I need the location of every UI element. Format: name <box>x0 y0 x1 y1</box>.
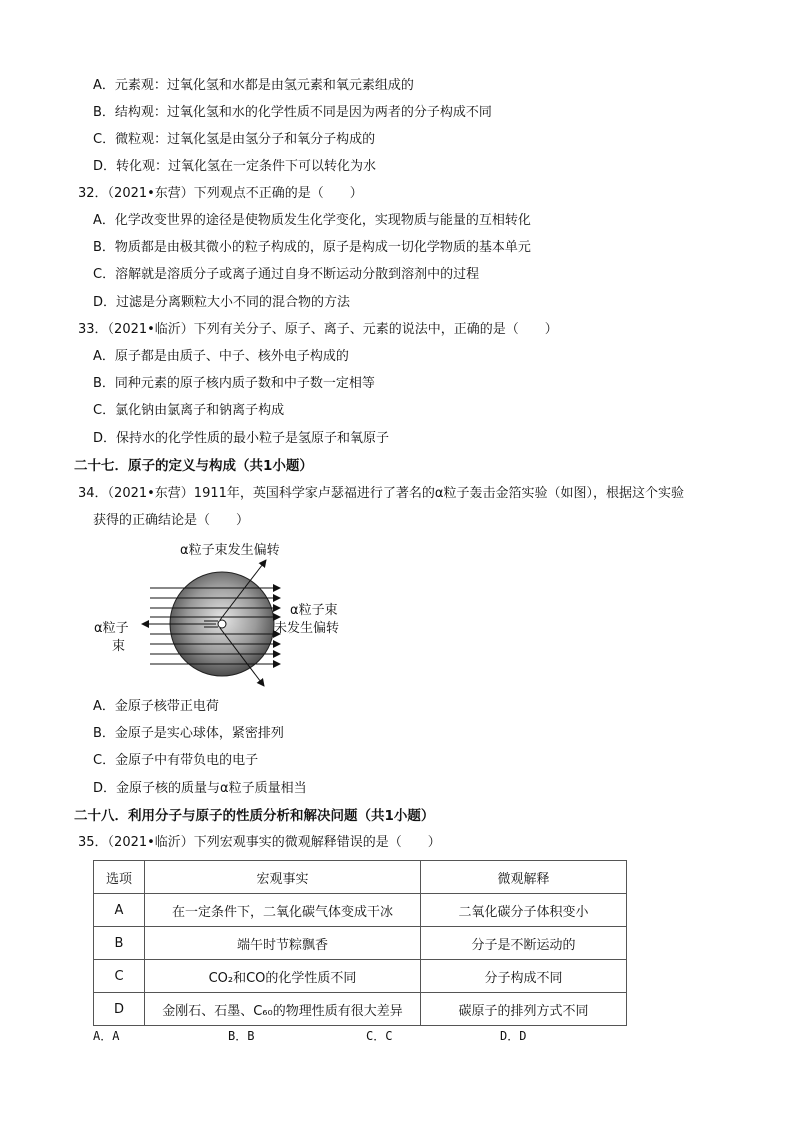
q31-option-a: A．元素观：过氧化氢和水都是由氢元素和氧元素组成的 <box>93 78 414 93</box>
q34-option-c: C．金原子中有带负电的电子 <box>93 753 259 768</box>
q33-stem: 33．（2021•临沂）下列有关分子、原子、离子、元素的说法中，正确的是（ ） <box>78 322 558 337</box>
q32-stem: 32．（2021•东营）下列观点不正确的是（ ） <box>78 186 363 201</box>
q32-option-a: A．化学改变世界的途径是使物质发生化学变化，实现物质与能量的互相转化 <box>93 213 531 228</box>
q31-option-c: C．微粒观：过氧化氢是由氢分子和氧分子构成的 <box>93 132 376 147</box>
table-cell: D <box>94 993 145 1026</box>
nucleus <box>218 620 226 628</box>
table-header-cell: 微观解释 <box>421 861 627 894</box>
q35-answer-c: C．C <box>366 1029 393 1043</box>
q32-option-d: D．过滤是分离颗粒大小不同的混合物的方法 <box>93 295 351 310</box>
q31-option-d: D．转化观：过氧化氢在一定条件下可以转化为水 <box>93 159 377 174</box>
table-cell: B <box>94 927 145 960</box>
q34-option-a: A．金原子核带正电荷 <box>93 699 219 714</box>
table-header-cell: 选项 <box>94 861 145 894</box>
table-row <box>94 960 627 993</box>
label-deflected: α粒子束发生偏转 <box>180 543 280 558</box>
table-row <box>94 894 627 927</box>
q35-table <box>93 860 627 1026</box>
q35-answer-a: A．A <box>93 1029 120 1043</box>
label-beam-2: 束 <box>112 639 126 654</box>
label-undeflected-1: α粒子束 <box>290 603 338 618</box>
q33-option-c: C．氯化钠由氯离子和钠离子构成 <box>93 403 285 418</box>
section-heading-27: 二十七．原子的定义与构成（共1小题） <box>74 458 313 474</box>
label-undeflected-2: 未发生偏转 <box>274 621 340 636</box>
table-row <box>94 993 627 1026</box>
q32-option-b: B．物质都是由极其微小的粒子构成的，原子是构成一切化学物质的基本单元 <box>93 240 531 255</box>
label-beam-1: α粒子 <box>94 621 129 636</box>
q34-option-d: D．金原子核的质量与α粒子质量相当 <box>93 781 307 796</box>
q33-option-b: B．同种元素的原子核内质子数和中子数一定相等 <box>93 376 375 391</box>
table-cell: 端午时节粽飘香 <box>145 927 421 960</box>
table-cell: 二氧化碳分子体积变小 <box>421 894 627 927</box>
table-cell: CO₂和CO的化学性质不同 <box>145 960 421 993</box>
q32-option-c: C．溶解就是溶质分子或离子通过自身不断运动分散到溶剂中的过程 <box>93 267 480 282</box>
q35-answer-b: B．B <box>228 1029 255 1043</box>
q33-option-d: D．保持水的化学性质的最小粒子是氢原子和氧原子 <box>93 431 390 446</box>
q34-stem-line2: 获得的正确结论是（ ） <box>93 513 250 528</box>
table-cell: 分子构成不同 <box>421 960 627 993</box>
table-header-cell: 宏观事实 <box>145 861 421 894</box>
q34-option-b: B．金原子是实心球体，紧密排列 <box>93 726 284 741</box>
alpha-scattering-diagram <box>84 538 404 693</box>
table-row <box>94 927 627 960</box>
q33-option-a: A．原子都是由质子、中子、核外电子构成的 <box>93 349 349 364</box>
q35-answer-d: D．D <box>500 1029 527 1043</box>
table-cell: 在一定条件下，二氧化碳气体变成干冰 <box>145 894 421 927</box>
table-cell: C <box>94 960 145 993</box>
table-cell: 金刚石、石墨、C₆₀的物理性质有很大差异 <box>145 993 421 1026</box>
table-header-row <box>94 861 627 894</box>
section-heading-28: 二十八．利用分子与原子的性质分析和解决问题（共1小题） <box>74 808 435 824</box>
table-cell: 分子是不断运动的 <box>421 927 627 960</box>
table-cell: A <box>94 894 145 927</box>
q35-stem: 35．（2021•临沂）下列宏观事实的微观解释错误的是（ ） <box>78 835 441 850</box>
table-cell: 碳原子的排列方式不同 <box>421 993 627 1026</box>
q34-stem-line1: 34．（2021•东营）1911年，英国科学家卢瑟福进行了著名的α粒子轰击金箔实验（如图），根据这个实验 <box>78 486 684 501</box>
q31-option-b: B．结构观：过氧化氢和水的化学性质不同是因为两者的分子构成不同 <box>93 105 492 120</box>
